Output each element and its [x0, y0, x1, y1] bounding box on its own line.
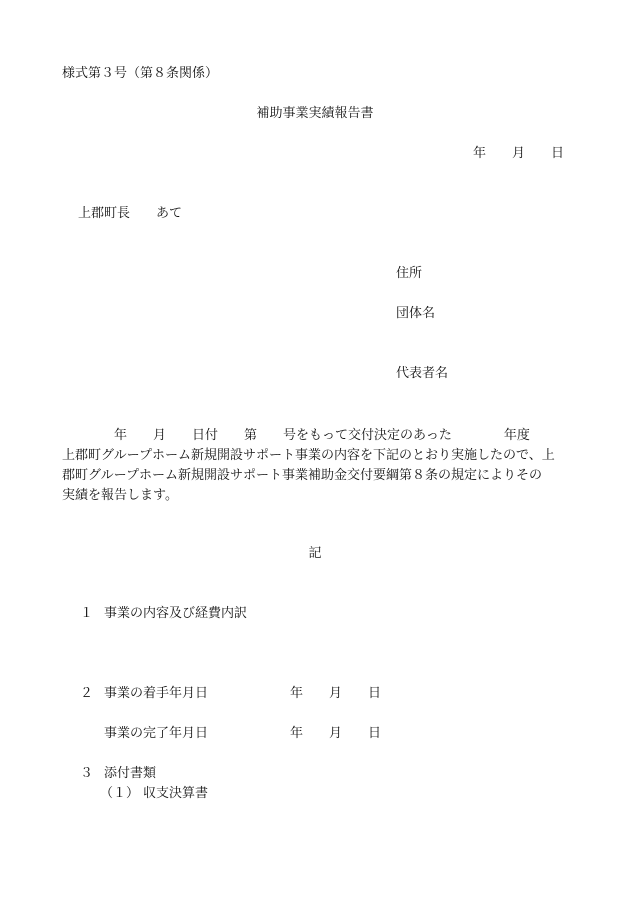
report-body-line: 年 月 日付 第 号をもって交付決定のあった 年度 [62, 428, 530, 443]
item3-sub-number: （１） [100, 786, 140, 801]
form-number: 様式第３号（第８条関係） [62, 66, 219, 81]
ki-heading: 記 [308, 546, 322, 561]
addressee: 上郡町長 あて [78, 206, 183, 221]
item1-label: 事業の内容及び経費内訳 [104, 606, 248, 621]
item2-start-date: 年 月 日 [290, 686, 382, 701]
item3-number: ３ [80, 766, 94, 781]
item3-sub-label: 収支決算書 [143, 786, 209, 801]
report-body-line: 上郡町グループホーム新規開設サポート事業の内容を下記のとおり実施したので、上 [62, 448, 555, 463]
item1-number: １ [80, 606, 94, 621]
report-body [62, 426, 570, 506]
report-date: 年 月 日 [473, 146, 565, 161]
report-body-line: 実績を報告します。 [62, 488, 178, 503]
item2-number: ２ [80, 686, 94, 701]
report-body-line: 郡町グループホーム新規開設サポート事業補助金交付要綱第８条の規定によりその [62, 468, 542, 483]
address-label: 住所 [396, 266, 423, 281]
item3-label: 添付書類 [104, 766, 157, 781]
item2-end-date: 年 月 日 [290, 726, 382, 741]
item2-end-label: 事業の完了年月日 [104, 726, 209, 741]
organization-label: 団体名 [396, 306, 436, 321]
item2-start-label: 事業の着手年月日 [104, 686, 209, 701]
document-title: 補助事業実績報告書 [256, 106, 374, 121]
representative-label: 代表者名 [396, 366, 449, 381]
